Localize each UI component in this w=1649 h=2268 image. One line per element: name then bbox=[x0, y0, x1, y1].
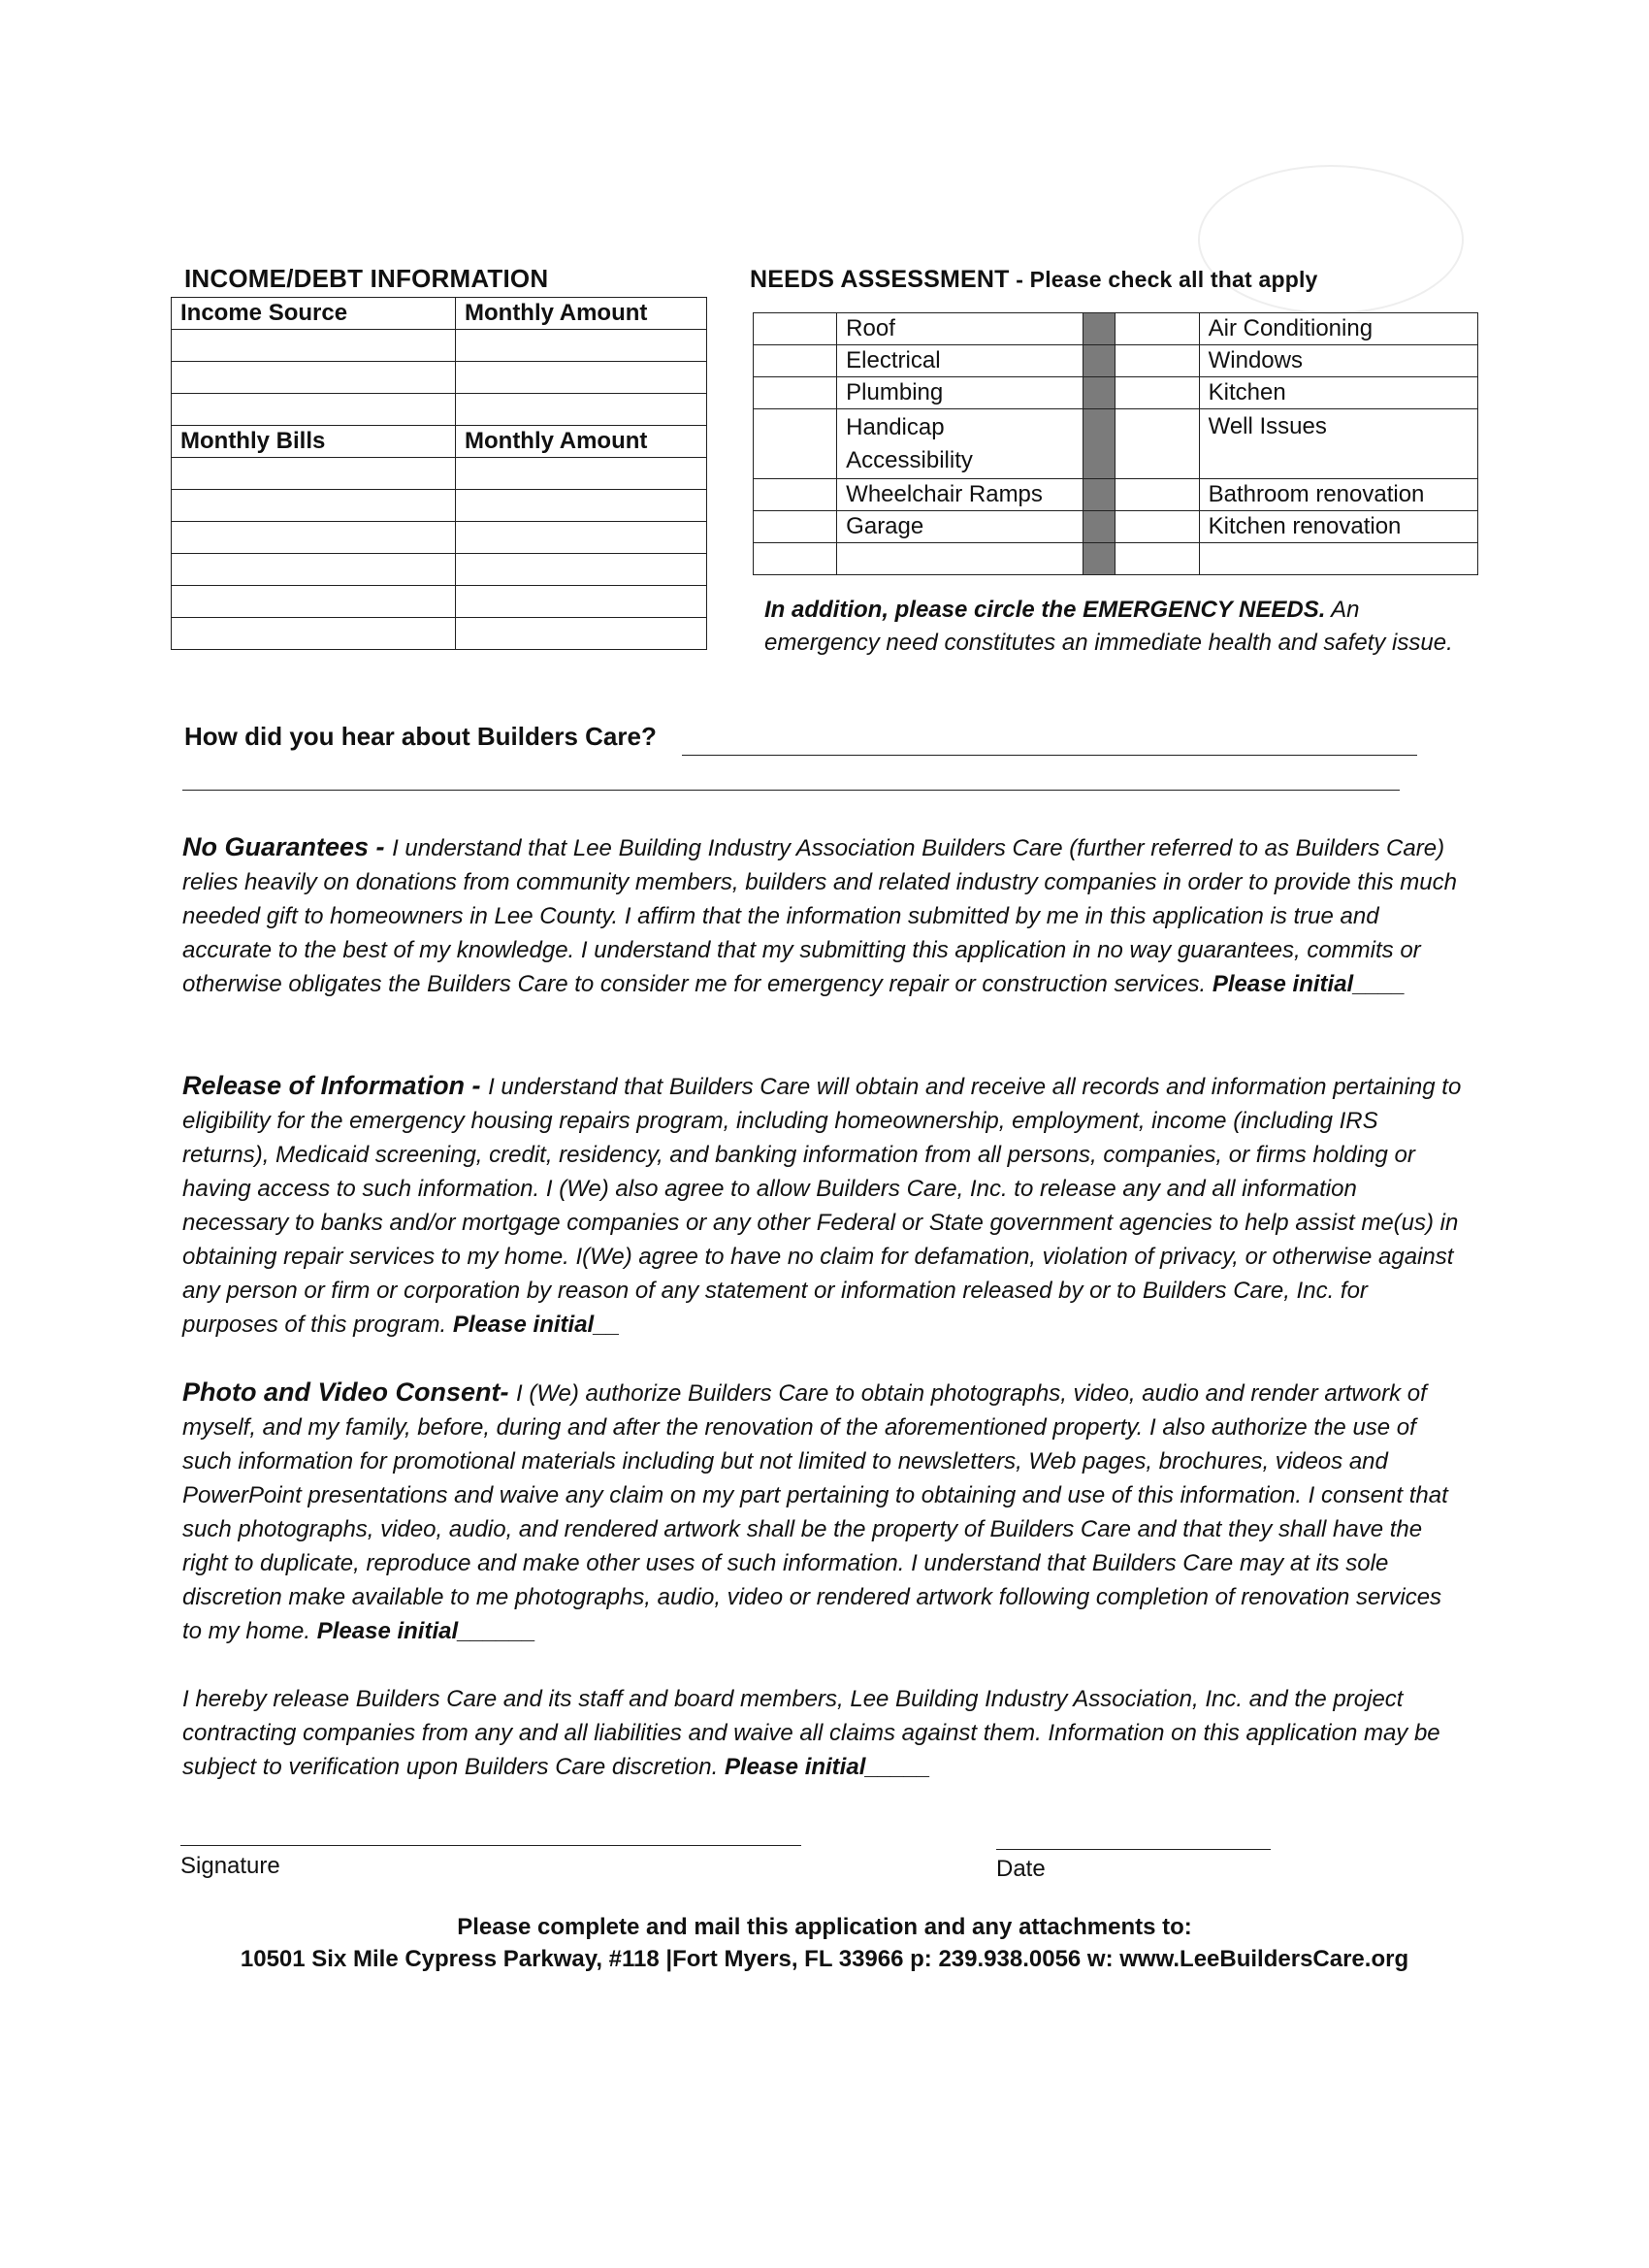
checkbox-electrical[interactable] bbox=[754, 345, 837, 377]
signature-line[interactable] bbox=[180, 1845, 801, 1846]
needs-row bbox=[754, 479, 1478, 511]
needs-title: NEEDS ASSESSMENT bbox=[750, 266, 1010, 293]
divider-shade bbox=[1083, 345, 1116, 377]
no-guarantees-text: I understand that Lee Building Industry Association Builders Care (further referred to as Builders Care) relies heavily on donations from community members, builders and related industry companies in order to provide this much needed gift to homeowners in Lee County. I affirm that the information submitted by me in this application is true and accurate to the best of my knowledge. I understand that my submitting this application in no way guarantees, commits or otherwise obligates the Builders Care to consider me for emergency repair or construction services. bbox=[182, 835, 1457, 997]
income-source-cell[interactable] bbox=[172, 394, 456, 426]
needs-row bbox=[754, 543, 1478, 575]
checkbox-garage[interactable] bbox=[754, 511, 837, 543]
bills-amount-header: Monthly Amount bbox=[456, 426, 707, 458]
checkbox-roof[interactable] bbox=[754, 313, 837, 345]
needs-row bbox=[754, 409, 1478, 479]
no-guarantees-paragraph bbox=[182, 830, 1463, 1001]
table-row bbox=[172, 394, 707, 426]
release-initial[interactable]: Please initial__ bbox=[452, 1312, 620, 1338]
divider-shade bbox=[1083, 409, 1116, 479]
checkbox-kitchen[interactable] bbox=[1116, 377, 1199, 409]
needs-label: Garage bbox=[837, 511, 1083, 543]
monthly-amount-header: Monthly Amount bbox=[456, 298, 707, 330]
table-row bbox=[172, 554, 707, 586]
bills-header-row bbox=[172, 426, 707, 458]
liability-release-paragraph bbox=[182, 1682, 1463, 1784]
needs-label: Roof bbox=[837, 313, 1083, 345]
divider-shade bbox=[1083, 313, 1116, 345]
bill-amount-cell[interactable] bbox=[456, 522, 707, 554]
income-section-title: INCOME/DEBT INFORMATION bbox=[184, 264, 549, 293]
bill-cell[interactable] bbox=[172, 618, 456, 650]
no-guarantees-heading: No Guarantees - bbox=[182, 832, 393, 861]
needs-label: Kitchen bbox=[1199, 377, 1477, 409]
divider-shade bbox=[1083, 479, 1116, 511]
release-of-information-paragraph bbox=[182, 1069, 1463, 1342]
needs-label: Handicap Accessibility bbox=[837, 409, 1083, 479]
needs-row bbox=[754, 313, 1478, 345]
checkbox-air-conditioning[interactable] bbox=[1116, 313, 1199, 345]
checkbox-kitchen-renovation[interactable] bbox=[1116, 511, 1199, 543]
needs-table bbox=[753, 312, 1478, 575]
monthly-amount-cell[interactable] bbox=[456, 362, 707, 394]
checkbox-blank-right[interactable] bbox=[1116, 543, 1199, 575]
needs-row bbox=[754, 511, 1478, 543]
checkbox-handicap-accessibility[interactable] bbox=[754, 409, 837, 479]
bill-cell[interactable] bbox=[172, 458, 456, 490]
bill-amount-cell[interactable] bbox=[456, 490, 707, 522]
emergency-note-bold: In addition, please circle the EMERGENCY NEEDS. bbox=[764, 597, 1326, 623]
referral-answer-line-1[interactable] bbox=[682, 755, 1417, 756]
needs-row bbox=[754, 345, 1478, 377]
referral-answer-line-2[interactable] bbox=[182, 790, 1400, 791]
divider-shade bbox=[1083, 377, 1116, 409]
checkbox-blank-left[interactable] bbox=[754, 543, 837, 575]
income-header-row bbox=[172, 298, 707, 330]
no-guarantees-initial[interactable]: Please initial____ bbox=[1212, 971, 1406, 997]
mailing-address: 10501 Six Mile Cypress Parkway, #118 |Fort Myers, FL 33966 p: 239.938.0056 w: www.LeeBuildersCare.org bbox=[240, 1946, 1409, 1972]
bill-cell[interactable] bbox=[172, 522, 456, 554]
liability-release-text: I hereby release Builders Care and its staff and board members, Lee Building Industry Association, Inc. and the project contracting companies from any and all liabilities and waive all claims against them. Information on this application may be subject to verification upon Builders Care discretion. bbox=[182, 1686, 1440, 1780]
needs-label: Well Issues bbox=[1199, 409, 1477, 479]
monthly-amount-cell[interactable] bbox=[456, 394, 707, 426]
bill-cell[interactable] bbox=[172, 554, 456, 586]
needs-label: Wheelchair Ramps bbox=[837, 479, 1083, 511]
release-heading: Release of Information - bbox=[182, 1071, 489, 1100]
needs-label: Electrical bbox=[837, 345, 1083, 377]
checkbox-plumbing[interactable] bbox=[754, 377, 837, 409]
needs-row bbox=[754, 377, 1478, 409]
table-row bbox=[172, 330, 707, 362]
bill-amount-cell[interactable] bbox=[456, 554, 707, 586]
signature-label: Signature bbox=[180, 1853, 280, 1879]
checkbox-wheelchair-ramps[interactable] bbox=[754, 479, 837, 511]
income-table bbox=[171, 297, 707, 650]
checkbox-well-issues[interactable] bbox=[1116, 409, 1199, 479]
bill-cell[interactable] bbox=[172, 586, 456, 618]
checkbox-windows[interactable] bbox=[1116, 345, 1199, 377]
checkbox-bathroom-renovation[interactable] bbox=[1116, 479, 1199, 511]
needs-label: Plumbing bbox=[837, 377, 1083, 409]
table-row bbox=[172, 522, 707, 554]
monthly-bills-header: Monthly Bills bbox=[172, 426, 456, 458]
divider-shade bbox=[1083, 543, 1116, 575]
income-source-cell[interactable] bbox=[172, 330, 456, 362]
monthly-amount-cell[interactable] bbox=[456, 330, 707, 362]
bill-amount-cell[interactable] bbox=[456, 618, 707, 650]
emergency-needs-note bbox=[764, 594, 1463, 660]
table-row bbox=[172, 490, 707, 522]
photo-consent-text: I (We) authorize Builders Care to obtain photographs, video, audio and render artwork of myself, and my family, before, during and after the renovation of the aforementioned property. I also authorize the use of such information for promotional materials including but not limited to newsletters, Web pages, brochures, videos and PowerPoint presentations and waive any claim on my part pertaining to obtaining and use of this information. I consent that such photographs, video, audio, and rendered artwork shall be the property of Builders Care and that they shall have the right to duplicate, reproduce and make other uses of such information. I understand that Builders Care may at its sole discretion make available to me photographs, audio, video or rendered artwork following completion of renovation services to my home. bbox=[182, 1380, 1448, 1644]
needs-label[interactable] bbox=[1199, 543, 1477, 575]
date-label: Date bbox=[996, 1856, 1046, 1882]
emergency-note-text: An emergency need constitutes an immediate health and safety issue. bbox=[764, 597, 1453, 656]
photo-consent-heading: Photo and Video Consent- bbox=[182, 1377, 516, 1407]
mailing-instructions: Please complete and mail this application and any attachments to: bbox=[457, 1914, 1192, 1940]
divider-shade bbox=[1083, 511, 1116, 543]
bill-amount-cell[interactable] bbox=[456, 586, 707, 618]
needs-label: Air Conditioning bbox=[1199, 313, 1477, 345]
bill-amount-cell[interactable] bbox=[456, 458, 707, 490]
table-row bbox=[172, 458, 707, 490]
referral-question: How did you hear about Builders Care? bbox=[184, 722, 657, 751]
needs-label[interactable] bbox=[837, 543, 1083, 575]
date-line[interactable] bbox=[996, 1849, 1271, 1850]
income-source-cell[interactable] bbox=[172, 362, 456, 394]
needs-subtitle: - Please check all that apply bbox=[1009, 267, 1318, 292]
needs-label: Windows bbox=[1199, 345, 1477, 377]
needs-section-title bbox=[750, 266, 1318, 294]
table-row bbox=[172, 618, 707, 650]
income-source-header: Income Source bbox=[172, 298, 456, 330]
table-row bbox=[172, 362, 707, 394]
table-row bbox=[172, 586, 707, 618]
needs-label: Kitchen renovation bbox=[1199, 511, 1477, 543]
photo-consent-initial[interactable]: Please initial______ bbox=[316, 1618, 536, 1644]
bill-cell[interactable] bbox=[172, 490, 456, 522]
liability-release-initial[interactable]: Please initial_____ bbox=[724, 1754, 931, 1780]
photo-video-consent-paragraph bbox=[182, 1376, 1463, 1648]
release-text: I understand that Builders Care will obtain and receive all records and information pertaining to eligibility for the emergency housing repairs program, including homeownership, employment, income (including IRS returns), Medicaid screening, credit, residency, and banking information from all persons, companies, or firms holding or having access to such information. I (We) also agree to allow Builders Care, Inc. to release any and all information necessary to banks and/or mortgage companies or any other Federal or State government agencies to help assist me(us) in obtaining repair services to my home. I(We) agree to have no claim for defamation, violation of privacy, or otherwise against any person or firm or corporation by reason of any statement or information released by or to Builders Care, Inc. for purposes of this program. bbox=[182, 1074, 1462, 1338]
needs-label: Bathroom renovation bbox=[1199, 479, 1477, 511]
